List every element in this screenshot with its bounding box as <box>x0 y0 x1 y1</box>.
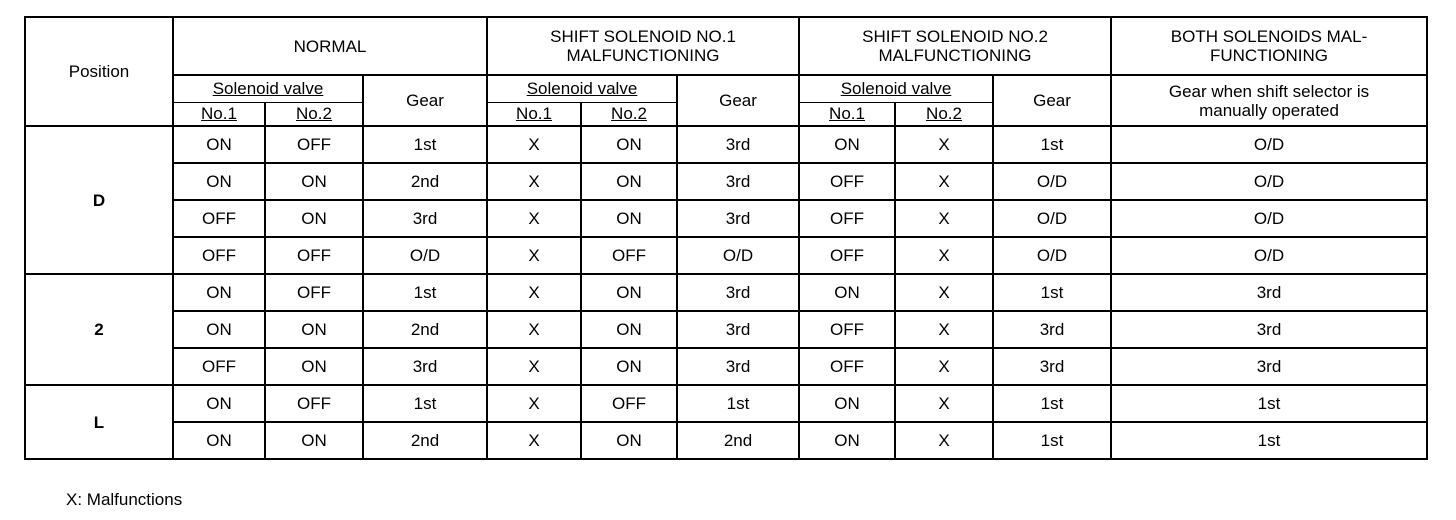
cell-normal-gear: 1st <box>363 274 487 311</box>
no1-label: No.1 <box>516 104 552 124</box>
no2-label: No.2 <box>926 104 962 124</box>
cell-normal-gear: 2nd <box>363 311 487 348</box>
cell-normal-sol1: ON <box>173 422 265 459</box>
cell-normal-sol1: OFF <box>173 200 265 237</box>
cell-both-fail-gear: 1st <box>1111 422 1427 459</box>
cell-normal-sol2: ON <box>265 163 363 200</box>
cell-sol2-fail-sol2: X <box>895 274 993 311</box>
solenoid-valve-header <box>799 75 993 102</box>
cell-sol2-fail-gear: O/D <box>993 200 1111 237</box>
position-cell: 2 <box>25 274 173 385</box>
cell-sol2-fail-gear: O/D <box>993 163 1111 200</box>
cell-sol2-fail-gear: 1st <box>993 422 1111 459</box>
cell-normal-sol1: ON <box>173 126 265 163</box>
cell-both-fail-gear: O/D <box>1111 237 1427 274</box>
table-row <box>25 163 1427 200</box>
cell-normal-sol2: ON <box>265 422 363 459</box>
cell-sol1-fail-sol2: ON <box>581 422 677 459</box>
cell-sol1-fail-gear: 3rd <box>677 163 799 200</box>
cell-sol1-fail-sol2: ON <box>581 311 677 348</box>
solenoid-valve-header <box>173 75 363 102</box>
position-cell: L <box>25 385 173 459</box>
header-line: MALFUNCTIONING <box>878 46 1032 65</box>
cell-sol2-fail-sol1: ON <box>799 422 895 459</box>
gear-header: Gear <box>993 75 1111 126</box>
cell-sol2-fail-sol1: ON <box>799 126 895 163</box>
cell-normal-sol1: ON <box>173 311 265 348</box>
cell-sol2-fail-sol1: OFF <box>799 163 895 200</box>
solenoid-table-container <box>24 16 1428 460</box>
footnote: X: Malfunctions <box>66 490 183 509</box>
no1-label: No.1 <box>829 104 865 124</box>
cell-sol1-fail-gear: 3rd <box>677 348 799 385</box>
table-row <box>25 126 1427 163</box>
cell-sol2-fail-gear: O/D <box>993 237 1111 274</box>
table-row <box>25 422 1427 459</box>
cell-normal-gear: 1st <box>363 126 487 163</box>
cell-normal-gear: 2nd <box>363 422 487 459</box>
cell-normal-sol1: OFF <box>173 237 265 274</box>
cell-both-fail-gear: 3rd <box>1111 274 1427 311</box>
cell-normal-sol2: ON <box>265 200 363 237</box>
cell-sol2-fail-sol2: X <box>895 348 993 385</box>
cell-both-fail-gear: O/D <box>1111 163 1427 200</box>
header-line: MALFUNCTIONING <box>566 46 720 65</box>
both-solenoids-malfunction-header <box>1111 17 1427 75</box>
cell-both-fail-gear: O/D <box>1111 200 1427 237</box>
gear-header: Gear <box>677 75 799 126</box>
cell-normal-sol1: ON <box>173 274 265 311</box>
cell-sol1-fail-sol2: ON <box>581 126 677 163</box>
cell-normal-gear: 1st <box>363 385 487 422</box>
normal-header: NORMAL <box>173 17 487 75</box>
cell-both-fail-gear: 1st <box>1111 385 1427 422</box>
cell-sol2-fail-sol2: X <box>895 385 993 422</box>
cell-normal-gear: 3rd <box>363 348 487 385</box>
cell-sol2-fail-sol2: X <box>895 126 993 163</box>
cell-sol2-fail-gear: 3rd <box>993 348 1111 385</box>
cell-sol1-fail-sol1: X <box>487 274 581 311</box>
cell-sol1-fail-sol2: ON <box>581 163 677 200</box>
cell-sol1-fail-sol2: ON <box>581 274 677 311</box>
cell-sol1-fail-sol1: X <box>487 126 581 163</box>
solenoid-valve-label: Solenoid valve <box>840 79 952 99</box>
header-line: Gear when shift selector is <box>1168 81 1370 101</box>
cell-sol1-fail-sol2: ON <box>581 348 677 385</box>
solenoid-no2-header <box>265 102 363 126</box>
cell-normal-sol2: OFF <box>265 126 363 163</box>
cell-sol1-fail-gear: 3rd <box>677 200 799 237</box>
table-row <box>25 274 1427 311</box>
cell-sol2-fail-sol1: OFF <box>799 200 895 237</box>
cell-sol1-fail-sol1: X <box>487 385 581 422</box>
solenoid-no2-header <box>581 102 677 126</box>
gear-header: Gear <box>363 75 487 126</box>
cell-sol2-fail-sol2: X <box>895 200 993 237</box>
cell-normal-sol1: ON <box>173 163 265 200</box>
solenoid1-malfunction-header <box>487 17 799 75</box>
table-row <box>25 311 1427 348</box>
cell-sol1-fail-sol2: OFF <box>581 385 677 422</box>
cell-normal-sol2: OFF <box>265 274 363 311</box>
cell-both-fail-gear: 3rd <box>1111 348 1427 385</box>
cell-sol1-fail-gear: 1st <box>677 385 799 422</box>
cell-sol2-fail-gear: 1st <box>993 126 1111 163</box>
cell-sol2-fail-gear: 1st <box>993 385 1111 422</box>
header-line: SHIFT SOLENOID NO.1 <box>550 27 736 46</box>
no1-label: No.1 <box>201 104 237 124</box>
cell-sol2-fail-sol2: X <box>895 237 993 274</box>
cell-normal-sol2: OFF <box>265 385 363 422</box>
solenoid-valve-header <box>487 75 677 102</box>
cell-sol2-fail-sol1: ON <box>799 385 895 422</box>
table-row <box>25 237 1427 274</box>
solenoid-no1-header <box>173 102 265 126</box>
cell-sol2-fail-sol1: OFF <box>799 311 895 348</box>
cell-sol2-fail-sol1: OFF <box>799 237 895 274</box>
solenoid-no1-header <box>799 102 895 126</box>
solenoid-valve-label: Solenoid valve <box>526 79 638 99</box>
cell-sol2-fail-sol2: X <box>895 311 993 348</box>
solenoid-no1-header <box>487 102 581 126</box>
cell-normal-sol2: OFF <box>265 237 363 274</box>
cell-sol2-fail-gear: 3rd <box>993 311 1111 348</box>
solenoid-shift-table <box>24 16 1428 460</box>
header-line: manually operated <box>1199 100 1339 120</box>
cell-sol1-fail-gear: 3rd <box>677 126 799 163</box>
cell-sol1-fail-sol1: X <box>487 163 581 200</box>
cell-sol1-fail-sol1: X <box>487 200 581 237</box>
cell-both-fail-gear: O/D <box>1111 126 1427 163</box>
cell-normal-sol1: ON <box>173 385 265 422</box>
cell-normal-gear: 3rd <box>363 200 487 237</box>
cell-sol2-fail-sol1: ON <box>799 274 895 311</box>
cell-both-fail-gear: 3rd <box>1111 311 1427 348</box>
manual-gear-header <box>1111 75 1427 126</box>
cell-sol2-fail-gear: 1st <box>993 274 1111 311</box>
cell-sol1-fail-sol1: X <box>487 422 581 459</box>
cell-sol1-fail-gear: 3rd <box>677 311 799 348</box>
table-row <box>25 200 1427 237</box>
cell-sol1-fail-gear: 2nd <box>677 422 799 459</box>
header-line: SHIFT SOLENOID NO.2 <box>862 27 1048 46</box>
cell-sol2-fail-sol1: OFF <box>799 348 895 385</box>
header-line: FUNCTIONING <box>1209 46 1329 65</box>
cell-sol1-fail-sol1: X <box>487 237 581 274</box>
position-header: Position <box>25 17 173 126</box>
cell-sol1-fail-sol1: X <box>487 311 581 348</box>
cell-normal-sol2: ON <box>265 348 363 385</box>
cell-sol1-fail-gear: 3rd <box>677 274 799 311</box>
solenoid-valve-label: Solenoid valve <box>212 79 324 99</box>
cell-normal-gear: O/D <box>363 237 487 274</box>
cell-sol1-fail-sol1: X <box>487 348 581 385</box>
cell-sol2-fail-sol2: X <box>895 422 993 459</box>
cell-normal-gear: 2nd <box>363 163 487 200</box>
header-line: BOTH SOLENOIDS MAL- <box>1170 27 1368 46</box>
cell-normal-sol2: ON <box>265 311 363 348</box>
table-row <box>25 348 1427 385</box>
no2-label: No.2 <box>611 104 647 124</box>
solenoid-no2-header <box>895 102 993 126</box>
cell-sol2-fail-sol2: X <box>895 163 993 200</box>
no2-label: No.2 <box>296 104 332 124</box>
cell-sol1-fail-sol2: ON <box>581 200 677 237</box>
cell-normal-sol1: OFF <box>173 348 265 385</box>
cell-sol1-fail-gear: O/D <box>677 237 799 274</box>
position-cell: D <box>25 126 173 274</box>
solenoid2-malfunction-header <box>799 17 1111 75</box>
table-row <box>25 385 1427 422</box>
cell-sol1-fail-sol2: OFF <box>581 237 677 274</box>
